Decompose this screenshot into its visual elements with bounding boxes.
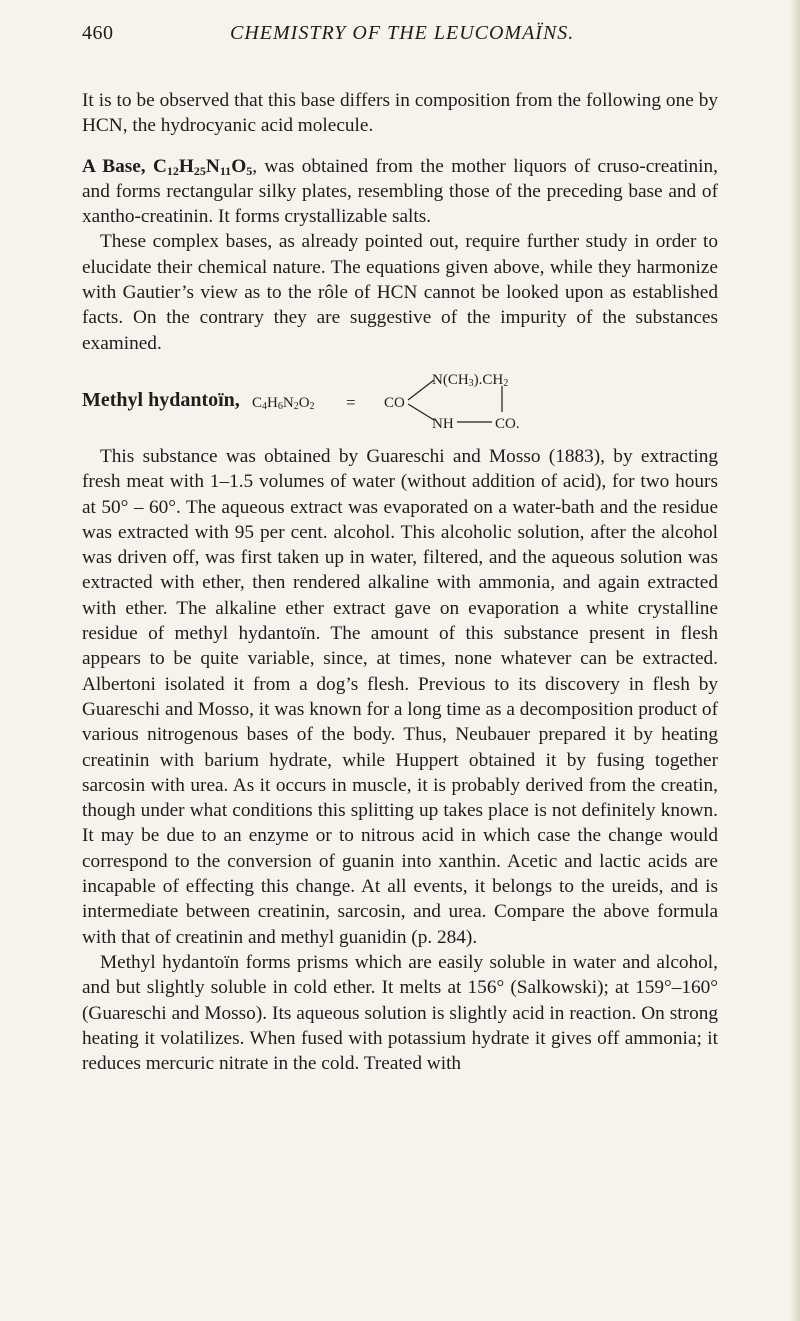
formula-label: Methyl hydantoïn, — [82, 388, 240, 411]
paragraph-guareschi-mosso: This substance was obtained by Guareschi and Mosso (1883), by extracting fresh meat with 1–1.5 volumes of water (without addition of acid), for two hours at 50° – 60°. The aqueous extract was evaporated on a water-bath and the residue was extracted with 95 per cent. alcohol. This alcoholic solution, after the alcohol was driven off, was first taken up in water, filtered, and the aqueous solution was extracted with ether, then rendered alkaline with ammonia, and again extracted with ether. The alkaline ether extract gave on evaporation a white crystalline residue of methyl hydantoïn. The amount of this substance present in flesh appears to be quite variable, since, at times, none whatever can be extracted. Albertoni isolated it from a dog’s flesh. Previous to its discovery in flesh by Guareschi and Mosso, it was known for a long time as a decomposition product of various nitrogenous bases of the body. Thus, Neubauer prepared it by heating creatinin with barium hydrate, while Huppert obtained it by fusing together sarcosin with urea. As it occurs in muscle, it is probably derived from the creatin, though under what conditions this splitting up takes place is not definitely known. It may be due to an enzyme or to nitrous acid in which case the change would correspond to the conversion of guanin into xanthin. Acetic and lactic acids are incapable of effecting this change. At all events, it belongs to the ureids, and is intermediate between creatinin, sarcosin, and urea. Compare the above formula with that of creatinin and methyl guanidin (p. 284). — [82, 445, 718, 948]
base-heading: A Base, — [82, 155, 146, 177]
formula-equals: = — [346, 392, 356, 412]
paragraph-properties: Methyl hydantoïn forms prisms which are easily soluble in water and alcohol, and but slightly soluble in cold ether. It melts at 156° (Salkowski); at 159°–160° (Guareschi and Mosso). Its aqueous solution is slightly acid in reaction. On strong heating it volatilizes. When fused with potassium hydrate it gives off ammonia; it reduces mercuric nitrate in the cold. Treated with — [82, 951, 718, 1075]
running-title: CHEMISTRY OF THE LEUCOMAÏNS. — [230, 22, 575, 44]
formula-co: CO — [384, 394, 405, 411]
paragraph-hcn-note: It is to be observed that this base differs in composition from the following one by HCN, the hydrocyanic acid molecule. — [82, 90, 718, 137]
page-header — [82, 22, 718, 52]
page-body — [82, 88, 718, 1076]
page-number: 460 — [82, 22, 114, 44]
page-edge-shadow — [790, 0, 800, 1321]
formula-top-group: $N(CH_3).CH_2$ — [432, 371, 509, 389]
formula-bond-lines — [82, 364, 542, 440]
paragraph-base-c12 — [82, 154, 718, 230]
formula-bottom-nh: NH — [432, 415, 454, 432]
base-description: , was obtained from the mother liquors of cruso-creatinin, and forms rectangular silky plates, resembling those of the preceding base and of xantho-creatinin. It forms crystallizable salts. — [82, 155, 718, 228]
formula-bottom-co: CO. — [495, 415, 520, 432]
paragraph-complex-bases: These complex bases, as already pointed out, require further study in order to elucidate their chemical nature. The equations given above, while they harmonize with Gautier’s view as to the rôle of HCN cannot be looked upon as established facts. On the contrary they are suggestive of the impurity of the substances examined. — [82, 231, 718, 354]
base-formula: $C_{12}H_{25}N_{11}O_5$ — [152, 155, 253, 178]
formula-compound: $C_4H_6N_2O_2$ — [252, 394, 315, 412]
methyl-hydantoin-formula — [82, 364, 718, 440]
